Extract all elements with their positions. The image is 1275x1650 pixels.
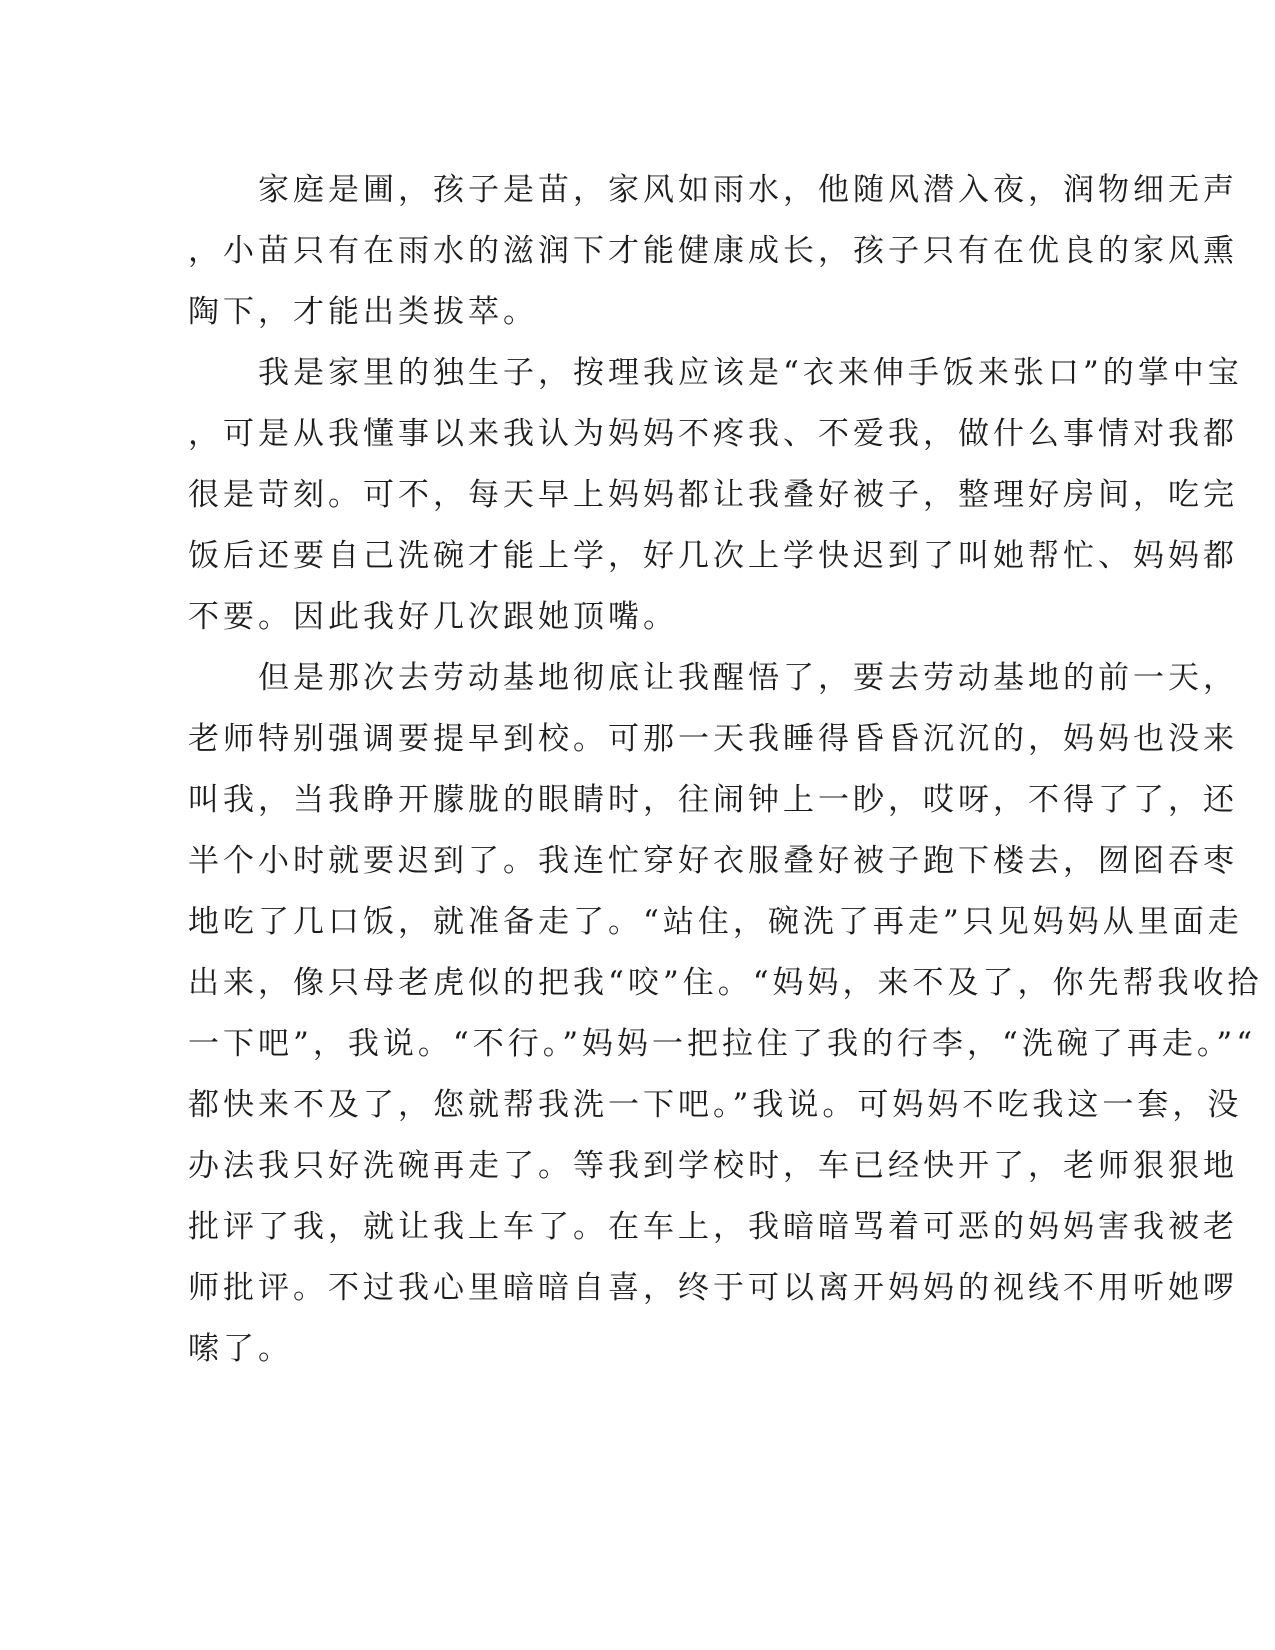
- text-line: 我是家里的独生子，按理我应该是“衣来伸手饭来张口”的掌中宝: [188, 355, 1243, 391]
- text-line: 一下吧”，我说。“不行。”妈妈一把拉住了我的行李，“洗碗了再走。”“: [188, 1026, 1257, 1062]
- text-line: 地吃了几口饭，就准备走了。“站住，碗洗了再走”只见妈妈从里面走: [188, 904, 1243, 940]
- text-line: 不要。因此我好几次跟她顶嘴。: [188, 599, 678, 635]
- text-line: 师批评。不过我心里暗暗自喜，终于可以离开妈妈的视线不用听她啰: [188, 1270, 1238, 1306]
- text-line: 嗦了。: [188, 1331, 293, 1367]
- document-body: [188, 160, 1263, 1380]
- text-line: ，可是从我懂事以来我认为妈妈不疼我、不爱我，做什么事情对我都: [188, 416, 1238, 452]
- text-line: 饭后还要自己洗碗才能上学，好几次上学快迟到了叫她帮忙、妈妈都: [188, 538, 1238, 574]
- text-line: ，小苗只有在雨水的滋润下才能健康成长，孩子只有在优良的家风熏: [188, 233, 1238, 269]
- text-line: 办法我只好洗碗再走了。等我到学校时，车已经快开了，老师狠狠地: [188, 1148, 1238, 1184]
- text-line: 批评了我，就让我上车了。在车上，我暗暗骂着可恶的妈妈害我被老: [188, 1209, 1238, 1245]
- text-line: 半个小时就要迟到了。我连忙穿好衣服叠好被子跑下楼去，囫囵吞枣: [188, 843, 1238, 879]
- paragraph: [188, 160, 1238, 343]
- paragraph: [188, 343, 1243, 648]
- text-line: 很是苛刻。可不，每天早上妈妈都让我叠好被子，整理好房间，吃完: [188, 477, 1238, 513]
- text-line: 但是那次去劳动基地彻底让我醒悟了，要去劳动基地的前一天，: [188, 660, 1238, 696]
- paragraph: [188, 648, 1263, 1380]
- text-line: 出来，像只母老虎似的把我“咬”住。“妈妈，来不及了，你先帮我收拾: [188, 965, 1263, 1001]
- text-line: 老师特别强调要提早到校。可那一天我睡得昏昏沉沉的，妈妈也没来: [188, 721, 1238, 757]
- text-line: 叫我，当我睁开朦胧的眼睛时，往闹钟上一眇，哎呀，不得了了，还: [188, 782, 1238, 818]
- text-line: 陶下，才能出类拔萃。: [188, 294, 538, 330]
- text-line: 家庭是圃，孩子是苗，家风如雨水，他随风潜入夜，润物细无声: [188, 172, 1238, 208]
- text-line: 都快来不及了，您就帮我洗一下吧。”我说。可妈妈不吃我这一套，没: [188, 1087, 1243, 1123]
